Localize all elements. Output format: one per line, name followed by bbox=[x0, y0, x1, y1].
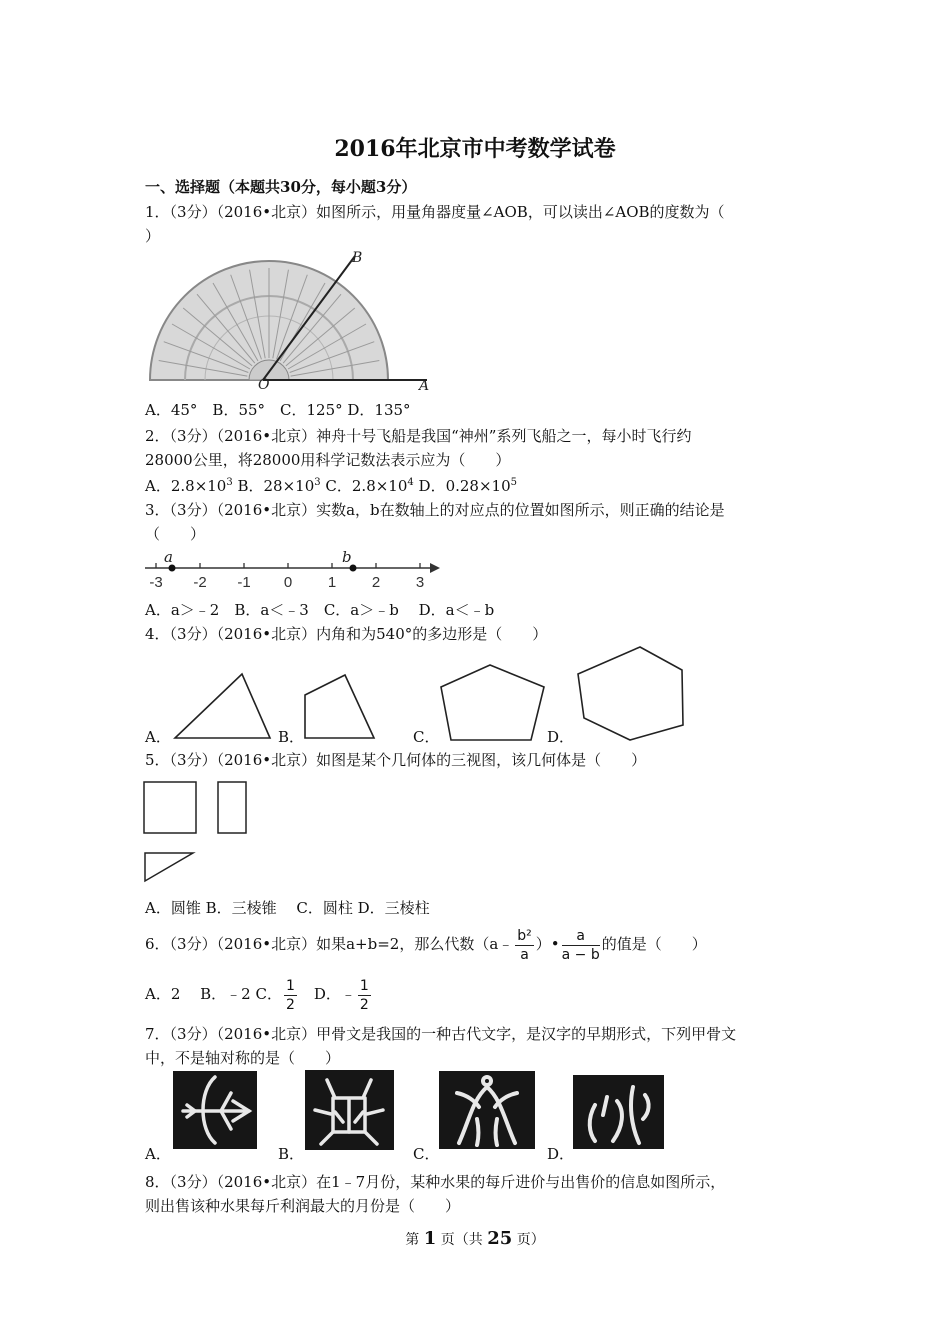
q4-opt-c: C． bbox=[413, 728, 440, 746]
q6-opt-ab: A．2 B．﹣2 C． bbox=[145, 985, 282, 1003]
q3-stem: 3．（3分）（2016•北京）实数a，b在数轴上的对应点的位置如图所示，则正确的结论是 bbox=[145, 501, 725, 519]
footer-total-pages: 25 bbox=[487, 1228, 513, 1249]
q8-stem: 8．（3分）（2016•北京）在1﹣7月份，某种水果的每斤进价与出售价的信息如图所示， bbox=[145, 1173, 726, 1191]
q2-exp-c: 4 bbox=[407, 477, 414, 488]
footer-pre: 第 bbox=[405, 1232, 424, 1248]
q2-stem-cont: 28000公里，将28000用科学记数法表示应为（ ） bbox=[145, 451, 511, 469]
q2-stem: 2．（3分）（2016•北京）神舟十号飞船是我国“神州”系列飞船之一，每小时飞行约 bbox=[145, 427, 692, 445]
oracle-glyph-b bbox=[305, 1070, 394, 1150]
top-view bbox=[145, 853, 193, 881]
label-b: b bbox=[342, 548, 352, 566]
q6-opt-d: D．﹣ bbox=[298, 985, 356, 1003]
q8-stem-cont: 则出售该种水果每斤利润最大的月份是（ ） bbox=[145, 1197, 461, 1215]
number-line-tick-label: 2 bbox=[371, 574, 381, 591]
hexagon-shape bbox=[578, 647, 683, 740]
q6-stem-mid: ）• bbox=[535, 935, 560, 953]
q7-opt-d: D． bbox=[547, 1145, 575, 1163]
q6-opt-d-num: 1 bbox=[359, 977, 369, 994]
q6-frac1-num: b² bbox=[517, 927, 532, 944]
q2-options bbox=[145, 476, 517, 496]
q1-stem: 1．（3分）（2016•北京）如图所示，用量角器度量∠AOB，可以读出∠AOB的度数为（ bbox=[145, 203, 725, 221]
label-a: a bbox=[164, 548, 173, 566]
q7-stem-cont: 中，不是轴对称的是（ ） bbox=[145, 1049, 341, 1067]
q6-stem-post: 的值是（ ） bbox=[601, 935, 707, 953]
q2-exp-d: 5 bbox=[510, 477, 518, 488]
number-line-tick-label: 1 bbox=[327, 574, 337, 591]
q5-options: A．圆锥 B．三棱锥 C．圆柱 D．三棱柱 bbox=[145, 899, 430, 917]
number-line-tick-label: 0 bbox=[283, 574, 293, 591]
q2-exp-b: 3 bbox=[314, 477, 321, 488]
protractor-label-a: A bbox=[419, 378, 430, 393]
page-footer bbox=[0, 1228, 950, 1249]
q7-opt-b: B． bbox=[278, 1145, 305, 1163]
q4-opt-a: A． bbox=[145, 728, 171, 746]
quadrilateral-shape bbox=[305, 675, 374, 738]
section-heading: 一、选择题（本题共30分，每小题3分） bbox=[145, 178, 417, 196]
q6-opt-c-num: 1 bbox=[285, 977, 295, 994]
q7-stem: 7．（3分）（2016•北京）甲骨文是我国的一种古代文字，是汉字的早期形式，下列甲骨文 bbox=[145, 1025, 737, 1043]
q1-stem-cont: ） bbox=[145, 227, 161, 245]
triangle-shape bbox=[175, 674, 270, 738]
q7-opt-c: C． bbox=[413, 1145, 440, 1163]
three-view-figure bbox=[140, 778, 260, 886]
pentagon-shape bbox=[441, 665, 544, 740]
q4-opt-d: D． bbox=[547, 728, 575, 746]
q1-options: A．45° B．55° C．125° D．135° bbox=[145, 401, 411, 419]
page-title: 2016年北京市中考数学试卷 bbox=[334, 136, 616, 162]
q2-opt-b: B．28×10 bbox=[232, 477, 315, 495]
q2-opt-d: D．0.28×10 bbox=[413, 477, 511, 495]
q2-opt-a: A．2.8×10 bbox=[145, 477, 227, 495]
q6-stem-pre: 6．（3分）（2016•北京）如果a+b=2，那么代数（a﹣ bbox=[145, 935, 514, 953]
protractor-figure bbox=[145, 248, 435, 393]
footer-page-number: 1 bbox=[423, 1228, 437, 1249]
q6-opt-d-den: 2 bbox=[359, 996, 369, 1013]
q6-opt-d-fraction bbox=[358, 977, 371, 1014]
q7-opt-a: A． bbox=[145, 1145, 171, 1163]
q6-fraction-1 bbox=[515, 927, 534, 964]
footer-mid: 页（共 bbox=[436, 1232, 488, 1248]
q6-opt-c-den: 2 bbox=[285, 996, 295, 1013]
q6-fraction-2 bbox=[562, 927, 600, 964]
side-view bbox=[218, 782, 246, 833]
oracle-glyph-d bbox=[573, 1075, 664, 1149]
q6-frac2-num: a bbox=[562, 927, 600, 946]
q4-stem: 4．（3分）（2016•北京）内角和为540°的多边形是（ ） bbox=[145, 625, 548, 643]
number-line-tick-label: -1 bbox=[237, 574, 251, 591]
q2-opt-c: C．2.8×10 bbox=[320, 477, 408, 495]
q6-opt-c-fraction bbox=[284, 977, 297, 1014]
protractor-label-o: O bbox=[258, 377, 270, 393]
front-view bbox=[144, 782, 196, 833]
q6-options bbox=[145, 972, 373, 1016]
q5-stem: 5．（3分）（2016•北京）如图是某个几何体的三视图，该几何体是（ ） bbox=[145, 751, 647, 769]
oracle-glyph-a bbox=[173, 1071, 257, 1149]
q3-stem-cont: （ ） bbox=[145, 525, 206, 543]
number-line-tick-label: 3 bbox=[415, 574, 425, 591]
protractor-label-b: B bbox=[352, 250, 363, 266]
oracle-glyph-c bbox=[439, 1071, 535, 1149]
q6-frac1-den: a bbox=[520, 946, 529, 963]
q4-opt-b: B． bbox=[278, 728, 305, 746]
q2-exp-a: 3 bbox=[226, 477, 233, 488]
number-line-tick-label: -3 bbox=[149, 574, 163, 591]
q6-frac2-den: a − b bbox=[561, 946, 600, 963]
number-line-tick-label: -2 bbox=[193, 574, 207, 591]
footer-post: 页） bbox=[512, 1232, 545, 1248]
polygon-figures bbox=[160, 640, 700, 745]
q3-options: A．a＞﹣2 B．a＜﹣3 C．a＞﹣b D．a＜﹣b bbox=[145, 601, 495, 619]
number-line-figure bbox=[140, 548, 445, 593]
q6-stem bbox=[145, 924, 707, 964]
